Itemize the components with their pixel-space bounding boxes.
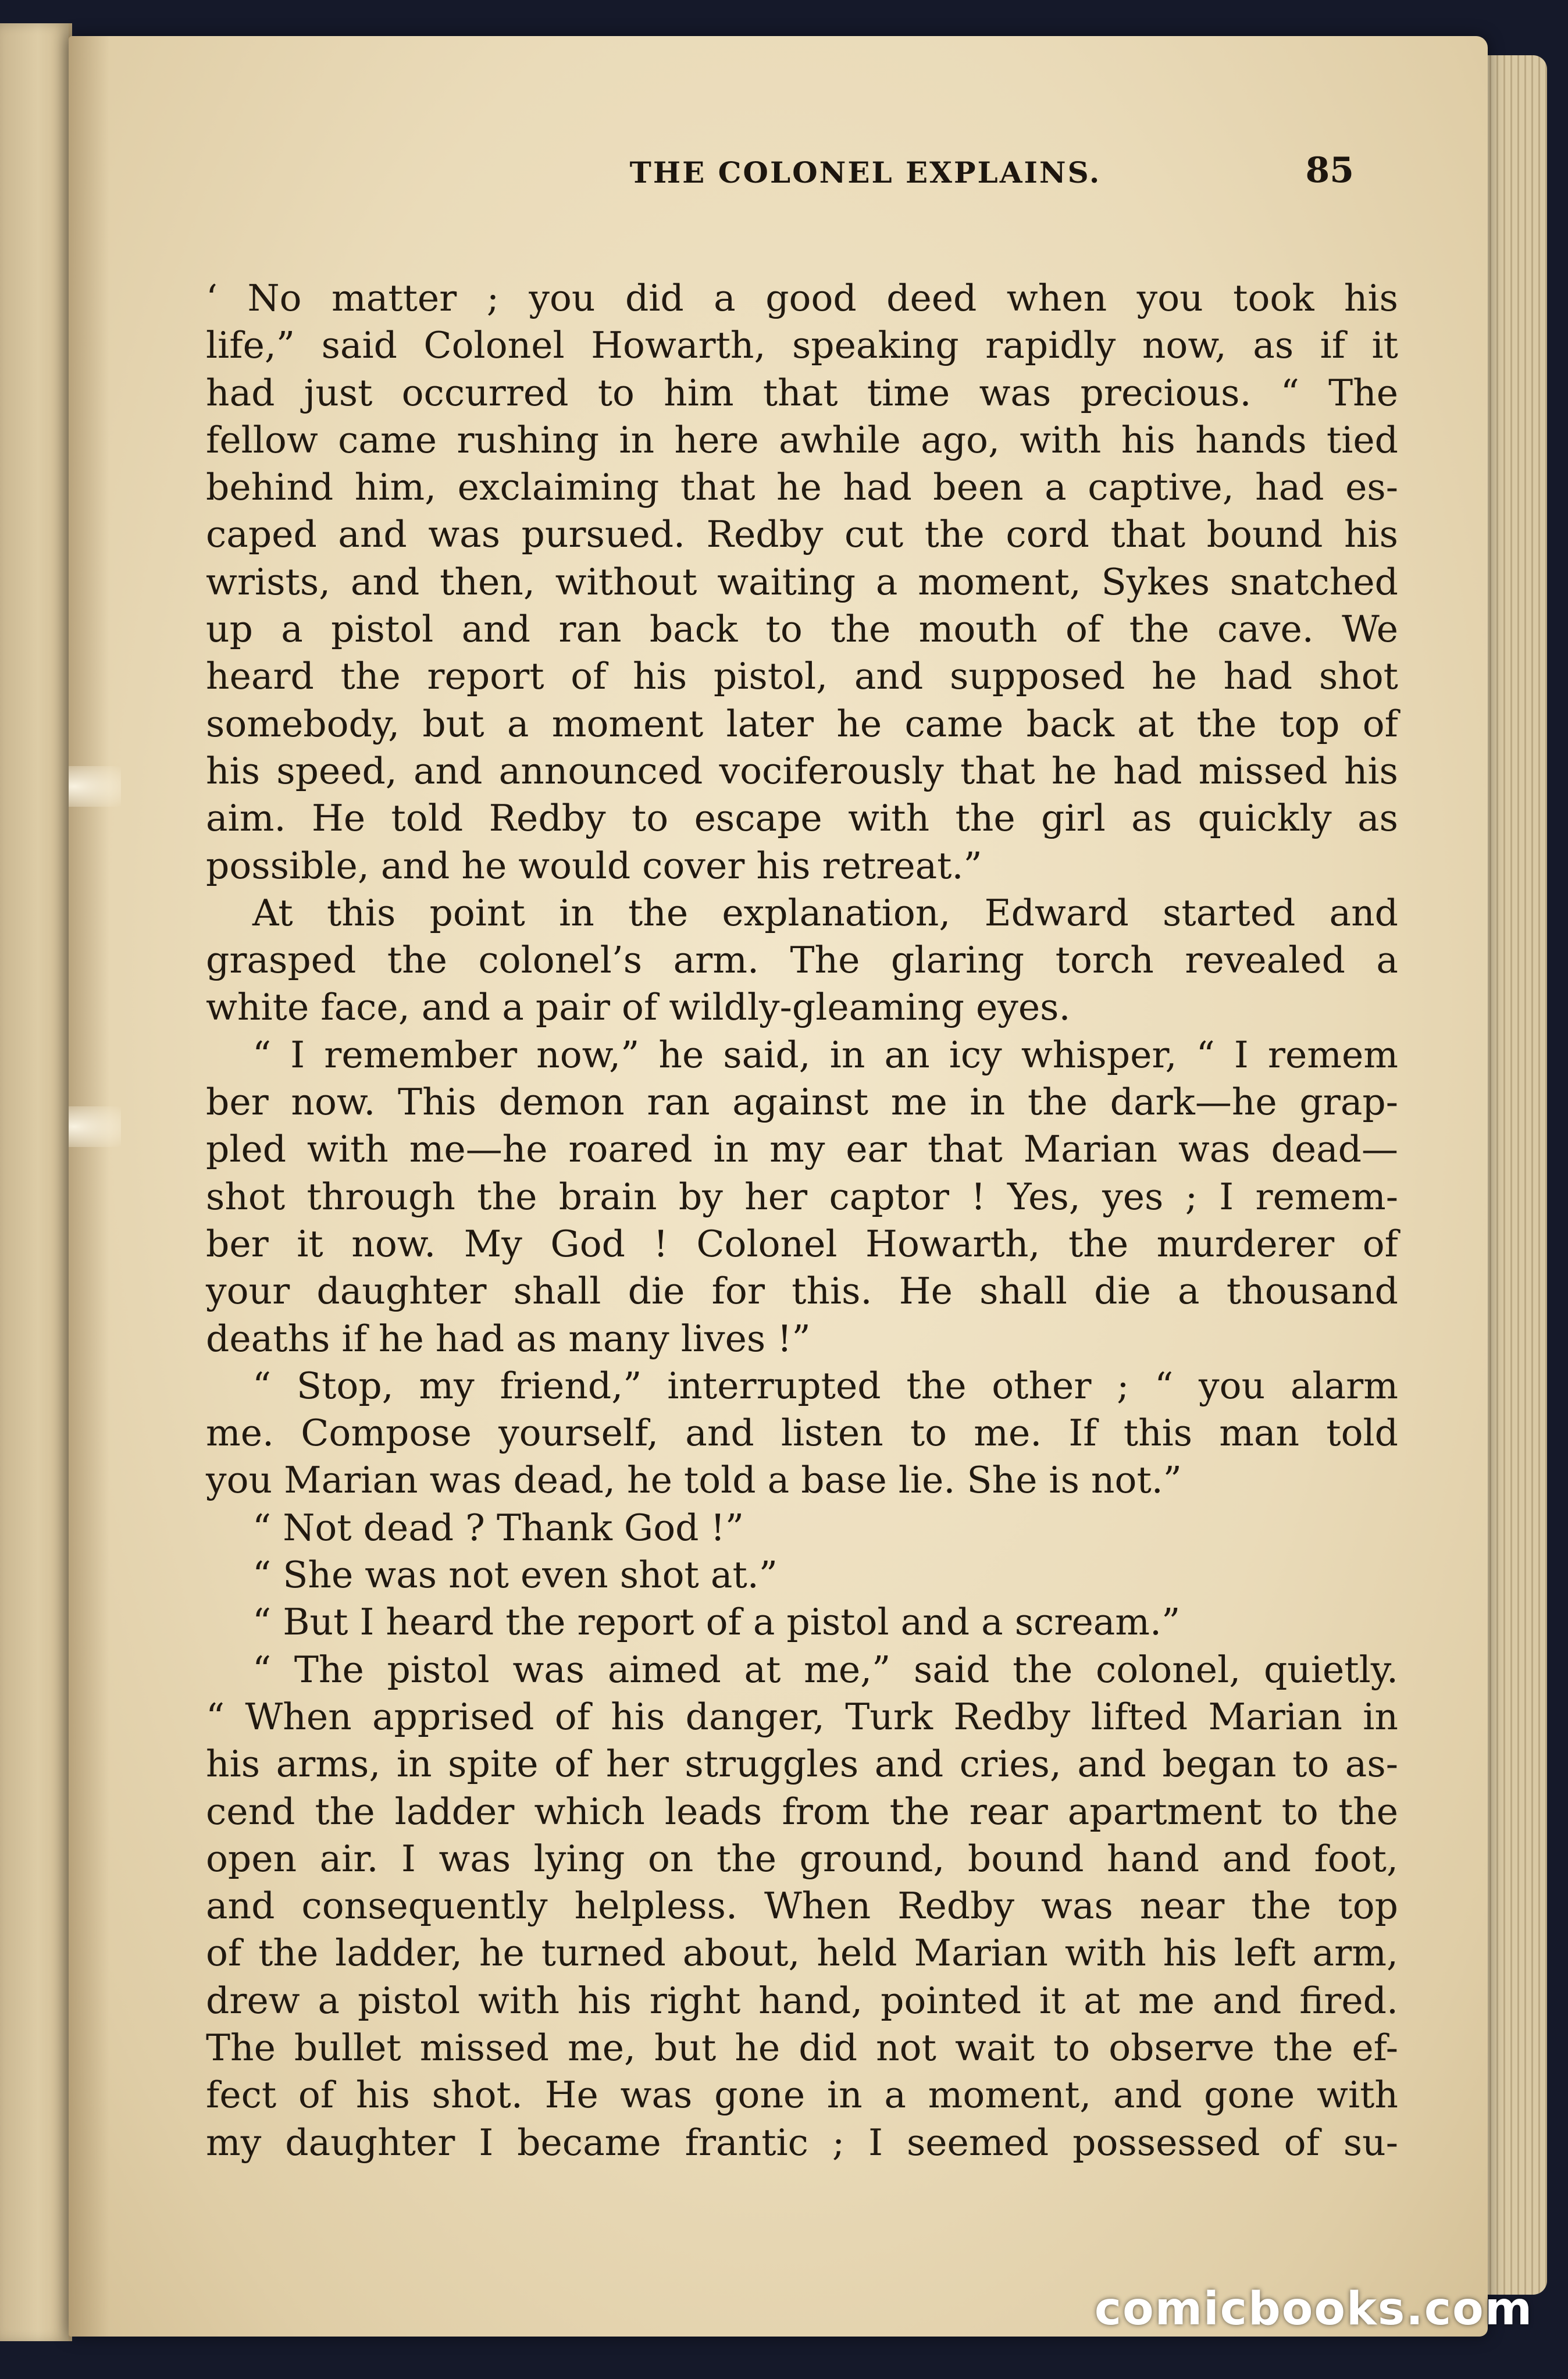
text-line: “ Stop, my friend,” interrupted the other ; “ you alarm bbox=[252, 1364, 1398, 1407]
text-line: fellow came rushing in here awhile ago, with his hands tied bbox=[206, 418, 1398, 461]
text-line: “ But I heard the report of a pistol and a scream.” bbox=[252, 1601, 1181, 1644]
text-line: me. Compose yourself, and listen to me. If this man told bbox=[206, 1412, 1398, 1455]
text-line: of the ladder, he turned about, held Marian with his left arm, bbox=[206, 1932, 1398, 1975]
text-line: shot through the brain by her captor ! Yes, yes ; I remem- bbox=[206, 1175, 1398, 1218]
text-line: my daughter I became frantic ; I seemed possessed of su- bbox=[206, 2121, 1398, 2164]
text-line: up a pistol and ran back to the mouth of the cave. We bbox=[206, 608, 1398, 651]
text-line: possible, and he would cover his retreat.” bbox=[206, 844, 982, 887]
text-line: grasped the colonel’s arm. The glaring torch revealed a bbox=[206, 939, 1398, 982]
text-line: had just occurred to him that time was precious. “ The bbox=[206, 371, 1398, 414]
text-line: your daughter shall die for this. He shall die a thousand bbox=[206, 1270, 1398, 1313]
text-line: drew a pistol with his right hand, pointed it at me and fired. bbox=[206, 1979, 1398, 2022]
page-number: 85 bbox=[1305, 150, 1354, 191]
text-line: At this point in the explanation, Edward started and bbox=[252, 891, 1398, 934]
watermark: comicbooks.com bbox=[1094, 2283, 1533, 2335]
text-line: behind him, exclaiming that he had been a captive, had es- bbox=[206, 466, 1398, 509]
book-page bbox=[69, 36, 1488, 2337]
text-line: his speed, and announced vociferously that he had missed his bbox=[206, 749, 1398, 792]
text-line: “ She was not even shot at.” bbox=[252, 1554, 778, 1597]
text-line: deaths if he had as many lives !” bbox=[206, 1317, 811, 1360]
text-line: open air. I was lying on the ground, bound hand and foot, bbox=[206, 1837, 1398, 1880]
text-line: The bullet missed me, but he did not wait to observe the ef- bbox=[206, 2026, 1398, 2069]
text-line: heard the report of his pistol, and supposed he had shot bbox=[206, 655, 1398, 698]
text-line: you Marian was dead, he told a base lie. She is not.” bbox=[206, 1459, 1182, 1502]
spine-shadow bbox=[69, 36, 109, 2337]
text-line: wrists, and then, without waiting a moment, Sykes snatched bbox=[206, 560, 1398, 603]
body-text bbox=[206, 275, 1398, 2166]
page-tear-mark bbox=[69, 766, 121, 807]
text-line: white face, and a pair of wildly-gleaming eyes. bbox=[206, 986, 1071, 1029]
text-line: aim. He told Redby to escape with the girl as quickly as bbox=[206, 797, 1398, 840]
text-line: life,” said Colonel Howarth, speaking rapidly now, as if it bbox=[206, 324, 1398, 367]
page-stack-edge bbox=[1477, 55, 1547, 2295]
page-tear-mark bbox=[69, 1106, 121, 1147]
text-line: “ When apprised of his danger, Turk Redby lifted Marian in bbox=[206, 1695, 1398, 1738]
text-line: ‘ No matter ; you did a good deed when you took his bbox=[206, 277, 1398, 319]
text-line: “ Not dead ? Thank God !” bbox=[252, 1506, 744, 1549]
text-line: and consequently helpless. When Redby was near the top bbox=[206, 1885, 1398, 1928]
text-line: fect of his shot. He was gone in a moment, and gone with bbox=[206, 2074, 1398, 2117]
text-line: “ The pistol was aimed at me,” said the colonel, quietly. bbox=[252, 1648, 1398, 1691]
text-line: somebody, but a moment later he came back at the top of bbox=[206, 702, 1398, 745]
running-head: THE COLONEL EXPLAINS. bbox=[629, 155, 1102, 190]
previous-page-edge bbox=[0, 23, 72, 2341]
text-line: pled with me—he roared in my ear that Marian was dead— bbox=[206, 1128, 1398, 1171]
text-line: “ I remember now,” he said, in an icy whisper, “ I remem bbox=[252, 1033, 1398, 1076]
text-line: ber now. This demon ran against me in the dark—he grap- bbox=[206, 1081, 1398, 1124]
text-line: ber it now. My God ! Colonel Howarth, the murderer of bbox=[206, 1222, 1398, 1265]
text-line: cend the ladder which leads from the rear apartment to the bbox=[206, 1790, 1398, 1833]
text-line: his arms, in spite of her struggles and cries, and began to as- bbox=[206, 1743, 1398, 1786]
text-line: caped and was pursued. Redby cut the cord that bound his bbox=[206, 513, 1398, 556]
